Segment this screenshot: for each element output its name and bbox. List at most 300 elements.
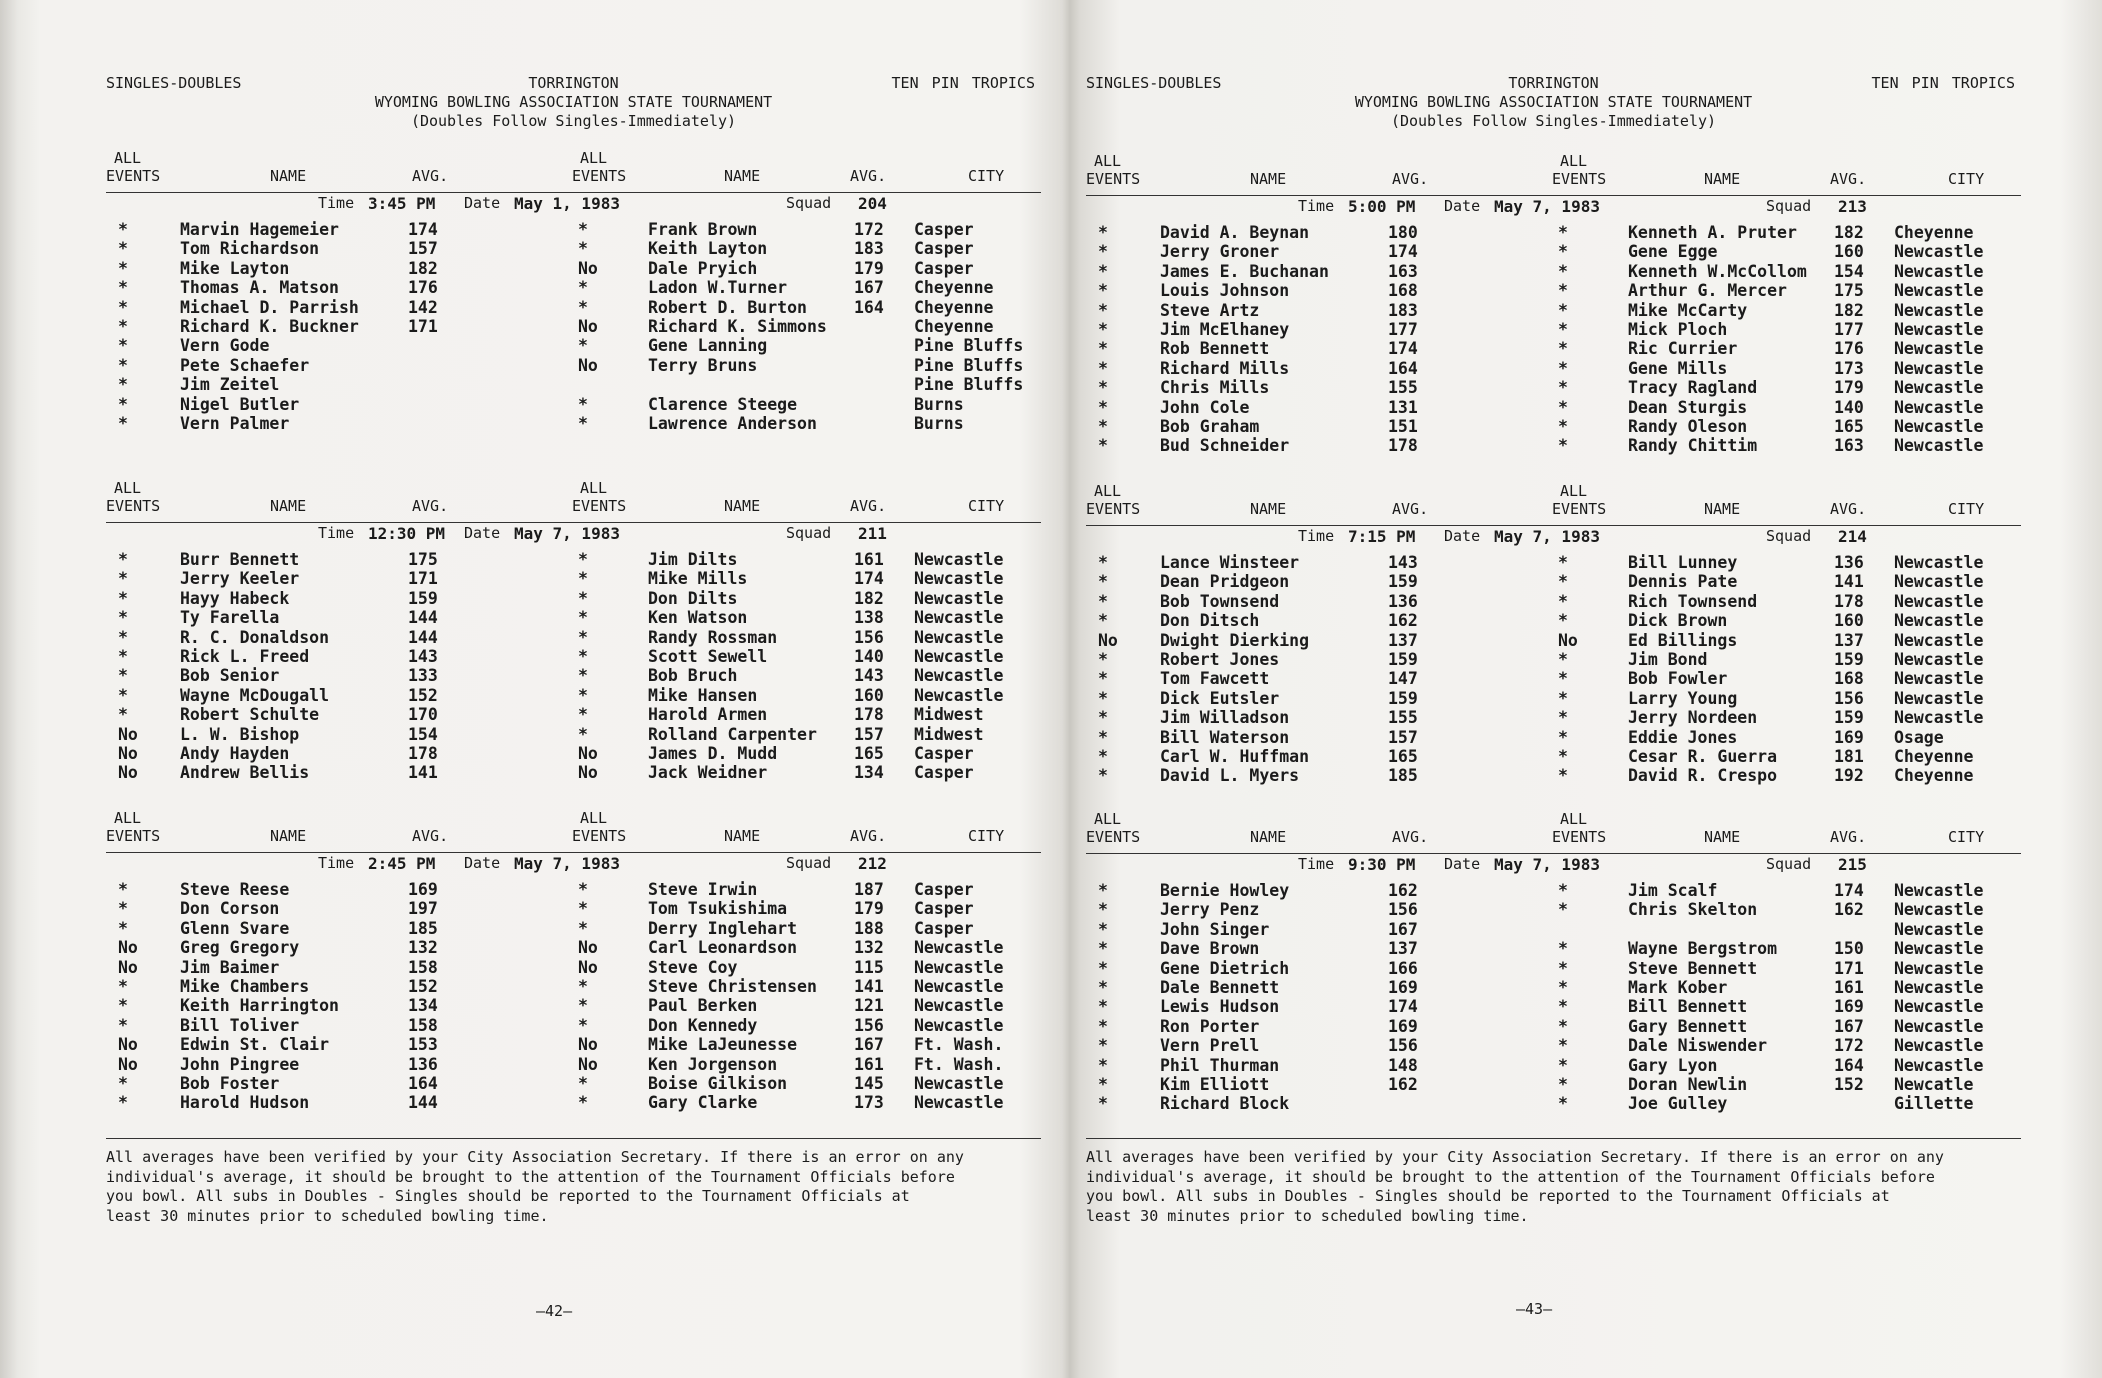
all-events-mark-partner: * [1558,553,1568,572]
partner-name: Ken Jorgenson [648,1054,778,1074]
all-events-mark: * [118,1015,128,1035]
bowler-average: 131 [1388,397,1418,417]
partner-name: Jerry Nordeen [1628,708,1758,728]
partner-name: Jim Dilts [648,550,738,569]
col-events: EVENTS [1086,828,1141,846]
team-city: Newcastle [1894,958,1984,978]
partner-name: James D. Mudd [648,743,778,763]
squad-label: Squad [786,194,832,212]
bowler-name: Phil Thurman [1160,1055,1280,1075]
team-city: Newcastle [1894,319,1984,339]
bowler-name: Richard Mills [1160,358,1290,378]
bowler-average: 166 [1388,958,1418,978]
bowler-name: David A. Beynan [1160,223,1310,242]
squad-date: May 1, 1983 [514,194,620,213]
time-label: Time [1298,527,1335,545]
bowler-name: Vern Prell [1160,1036,1260,1056]
bowler-average: 141 [408,763,438,783]
all-events-mark: * [1098,281,1108,301]
bowler-name: Robert Schulte [180,705,320,725]
all-events-mark-partner: * [1558,881,1568,900]
partner-name: Scott Sewell [648,646,768,666]
all-events-mark-partner: * [1558,1016,1568,1036]
partner-average: 169 [1834,727,1864,747]
header-tournament: WYOMING BOWLING ASSOCIATION STATE TOURNAMENT [374,93,773,111]
squad-number: 214 [1838,527,1867,546]
all-events-mark-partner: * [578,588,588,608]
team-city: Newcastle [1894,281,1984,301]
roster-row [106,725,1041,744]
partner-average: 163 [1834,436,1864,456]
bowler-name: Dean Pridgeon [1160,572,1290,592]
bowler-average: 144 [408,627,438,647]
team-city: Newcastle [1894,939,1984,959]
all-events-mark-partner: * [578,297,588,317]
column-headers [1086,483,2021,523]
partner-average: 159 [1834,649,1864,669]
all-events-mark-partner: * [578,608,588,628]
partner-name: Tracy Ragland [1628,378,1758,398]
partner-name: Don Kennedy [648,1015,758,1035]
team-city: Newcastle [1894,1036,1984,1056]
roster-row [106,608,1041,627]
roster-row [1086,359,2021,378]
partner-name: Mick Ploch [1628,319,1728,339]
bowler-name: Rick L. Freed [180,646,310,666]
all-events-mark-partner: * [578,918,588,938]
page-43 [1086,0,2026,1378]
team-city: Newcastle [1894,900,1984,920]
col-avg: AVG. [1392,170,1429,188]
team-city: Newcastle [914,588,1004,608]
roster-row [106,880,1041,899]
team-city: Newcastle [1894,977,1984,997]
partner-average: 160 [1834,242,1864,262]
bowler-average: 171 [408,316,438,336]
all-events-mark: * [1098,436,1108,456]
partner-average: 164 [1834,1055,1864,1075]
team-city: Newcastle [1894,261,1984,281]
roster-row [1086,920,2021,939]
col-name: NAME [1250,828,1287,846]
bowler-average: 132 [408,938,438,958]
roster-row [106,919,1041,938]
bowler-average: 162 [1388,881,1418,900]
bowler-name: Andy Hayden [180,743,290,763]
partner-name: Joe Gulley [1628,1094,1728,1114]
all-events-mark: * [1098,1055,1108,1075]
partner-average: 136 [1834,553,1864,572]
roster-row [106,744,1041,763]
all-events-mark: * [118,550,128,569]
squad-label: Squad [1766,527,1812,545]
partner-average: 174 [1834,881,1864,900]
col-avg-2: AVG. [850,167,887,185]
all-events-mark-partner: * [1558,1055,1568,1075]
roster-row [106,899,1041,918]
all-events-mark-partner: * [1558,727,1568,747]
roster-row [1086,398,2021,417]
partner-average: 143 [854,666,884,686]
all-events-mark: * [118,220,128,239]
squad-label: Squad [1766,197,1812,215]
bowler-average: 152 [408,685,438,705]
all-events-mark-partner: * [578,239,588,259]
all-events-mark: * [118,666,128,686]
team-city: Casper [914,899,974,919]
col-name: NAME [1250,500,1287,518]
team-city: Newcastle [914,550,1004,569]
bowler-average: 151 [1388,416,1418,436]
all-events-mark: * [1098,553,1108,572]
roster-row [106,395,1041,414]
partner-name: Mark Kober [1628,977,1728,997]
page-number: —43— [1516,1300,1553,1318]
bowler-average: 143 [408,646,438,666]
all-events-mark-partner: No [578,743,598,763]
col-name-2: NAME [1704,500,1741,518]
all-events-mark: * [1098,1036,1108,1056]
header-rule [1086,853,2021,854]
all-events-mark-partner: * [1558,378,1568,398]
squad-time: 2:45 PM [368,854,436,873]
bowler-name: Jerry Penz [1160,900,1260,920]
partner-average: 162 [1834,900,1864,920]
header-venue: TEN PIN TROPICS [891,74,1035,92]
all-events-mark: * [1098,378,1108,398]
partner-average: 121 [854,996,884,1016]
partner-name: Jim Bond [1628,649,1708,669]
bowler-name: Dick Eutsler [1160,688,1280,708]
bowler-average: 174 [1388,242,1418,262]
all-events-mark: * [1098,919,1108,939]
header-rule [106,852,1041,853]
all-events-mark-partner: * [1558,242,1568,262]
time-label: Time [1298,855,1335,873]
all-events-mark: * [1098,416,1108,436]
partner-name: Jack Weidner [648,763,768,783]
bowler-average: 178 [408,743,438,763]
roster-row [1086,572,2021,591]
date-label: Date [464,854,501,872]
bowler-name: Bob Townsend [1160,591,1280,611]
partner-name: Chris Skelton [1628,900,1758,920]
roster-row [1086,997,2021,1016]
all-events-mark-partner: * [578,646,588,666]
partner-average: 150 [1834,939,1864,959]
partner-name: Steve Bennett [1628,958,1758,978]
col-name: NAME [270,167,307,185]
partner-name: Steve Coy [648,957,738,977]
all-events-mark-partner: No [578,355,598,375]
partner-average: 165 [854,743,884,763]
squad-date: May 7, 1983 [514,524,620,543]
team-city: Midwest [914,724,984,744]
roster-row [106,1016,1041,1035]
bowler-name: John Cole [1160,397,1250,417]
bowler-average: 157 [408,239,438,259]
all-events-mark: No [118,1035,138,1055]
partner-name: Robert D. Burton [648,297,807,317]
squad-number: 215 [1838,855,1867,874]
partner-average: 192 [1834,766,1864,786]
col-name-2: NAME [724,497,761,515]
all-events-mark: No [118,763,138,783]
roster-row [1086,301,2021,320]
partner-name: Bob Fowler [1628,669,1728,689]
bowler-average: 142 [408,297,438,317]
partner-name: Keith Layton [648,239,768,259]
all-events-mark: * [1098,939,1108,959]
partner-name: Don Dilts [648,588,738,608]
col-city: CITY [1948,828,1985,846]
partner-average: 168 [1834,669,1864,689]
col-city: CITY [1948,500,1985,518]
all-events-mark-partner: No [578,258,598,278]
roster-row [1086,592,2021,611]
roster-row [1086,223,2021,242]
verification-note: All averages have been verified by your City Association Secretary. If there is an error on any individual's average, it should be brought to the attention of the Tournament Officials before you bowl. All subs in Doubles - Singles should be reported to the Tournament Officials at least 30 minutes prior to scheduled bowling time. [106,1148,964,1225]
all-events-mark: * [118,355,128,375]
team-city: Newcastle [1894,688,1984,708]
all-events-mark-partner: * [578,1093,588,1113]
all-events-mark-partner: * [578,666,588,686]
all-events-mark: * [118,1093,128,1113]
roster-row [106,414,1041,433]
all-events-mark: * [1098,766,1108,786]
date-label: Date [464,524,501,542]
page-header [106,72,1041,142]
all-events-mark: * [1098,997,1108,1017]
partner-average: 152 [1834,1074,1864,1094]
partner-average: 132 [854,938,884,958]
team-city: Newcastle [1894,436,1984,456]
team-city: Newcastle [1894,630,1984,650]
col-avg: AVG. [1392,500,1429,518]
team-city: Newcastle [1894,300,1984,320]
all-events-mark: * [1098,591,1108,611]
all-events-mark: * [118,899,128,919]
partner-name: Randy Rossman [648,627,778,647]
all-events-mark: * [118,413,128,433]
all-events-mark-partner: No [578,763,598,783]
bowler-average: 159 [1388,688,1418,708]
squad-time: 12:30 PM [368,524,446,543]
partner-name: Steve Christensen [648,976,817,996]
team-city: Pine Bluffs [914,336,1024,356]
team-city: Midwest [914,705,984,725]
roster-row [1086,900,2021,919]
partner-name: Gary Clarke [648,1093,758,1113]
partner-name: Mike Mills [648,569,748,589]
date-label: Date [464,194,501,212]
all-events-mark-partner: * [578,413,588,433]
team-city: Pine Bluffs [914,375,1024,395]
header-rule [1086,525,2021,526]
squad-number: 212 [858,854,887,873]
roster-row [1086,1094,2021,1113]
all-events-mark: * [118,646,128,666]
all-events-mark-partner: * [1558,261,1568,281]
team-city: Newcastle [1894,997,1984,1017]
team-city: Cheyenne [914,316,994,336]
partner-average: 115 [854,957,884,977]
partner-average: 169 [1834,997,1864,1017]
roster-row [1086,1056,2021,1075]
partner-average: 181 [1834,746,1864,766]
team-city: Newcastle [1894,708,1984,728]
all-events-mark-partner: * [1558,591,1568,611]
all-events-mark: * [1098,242,1108,262]
bowler-name: Rob Bennett [1160,339,1270,359]
all-events-mark-partner: * [578,899,588,919]
bowler-name: Bob Foster [180,1073,280,1093]
all-events-mark: * [118,316,128,336]
all-events-mark: * [1098,688,1108,708]
all-events-mark-partner: * [1558,339,1568,359]
bowler-name: Harold Hudson [180,1093,310,1113]
col-events-2: EVENTS [1552,828,1607,846]
column-headers [1086,153,2021,193]
partner-average: 182 [854,588,884,608]
squad-date: May 7, 1983 [1494,855,1600,874]
partner-name: Paul Berken [648,996,758,1016]
col-avg-2: AVG. [850,827,887,845]
bowler-average: 155 [1388,378,1418,398]
partner-average: 141 [1834,572,1864,592]
all-events-mark: No [118,957,138,977]
verification-note: All averages have been verified by your City Association Secretary. If there is an error on any individual's average, it should be brought to the attention of the Tournament Officials before you bowl. All subs in Doubles - Singles should be reported to the Tournament Officials at least 30 minutes prior to scheduled bowling time. [1086,1148,1944,1225]
team-city: Newcatle [1894,1074,1974,1094]
squad-schedule [106,194,1041,214]
all-events-mark-partner: * [1558,900,1568,920]
bowler-name: Thomas A. Matson [180,278,339,298]
roster-row [106,686,1041,705]
bowler-average: 168 [1388,281,1418,301]
bowler-name: Steve Artz [1160,300,1260,320]
team-city: Pine Bluffs [914,355,1024,375]
roster-row [1086,553,2021,572]
bowler-average: 152 [408,976,438,996]
roster-row [1086,1036,2021,1055]
partner-average: 179 [854,258,884,278]
column-headers [106,480,1041,520]
header-city: TORRINGTON [1508,74,1599,92]
roster-row [1086,650,2021,669]
partner-average: 161 [854,1054,884,1074]
all-events-mark: * [118,569,128,589]
all-events-mark: * [118,394,128,414]
partner-average: 160 [1834,611,1864,631]
all-events-mark: * [118,258,128,278]
col-all: ALL [1094,810,1122,828]
team-city: Ft. Wash. [914,1035,1004,1055]
team-city: Casper [914,743,974,763]
roster-row [1086,611,2021,630]
col-avg-2: AVG. [1830,170,1867,188]
bowler-name: Tom Fawcett [1160,669,1270,689]
all-events-mark-partner: No [1558,630,1578,650]
all-events-mark-partner: * [1558,300,1568,320]
roster-row [1086,959,2021,978]
all-events-mark: No [118,724,138,744]
partner-average: 156 [854,1015,884,1035]
partner-average: 182 [1834,300,1864,320]
bowler-name: Lewis Hudson [1160,997,1280,1017]
divider [1086,1138,2021,1139]
col-events: EVENTS [106,497,161,515]
bowler-name: Marvin Hagemeier [180,220,339,239]
column-headers [106,150,1041,190]
squad-time: 7:15 PM [1348,527,1416,546]
roster-row [1086,631,2021,650]
bowler-average: 136 [1388,591,1418,611]
roster-row [1086,262,2021,281]
partner-average: 179 [854,899,884,919]
partner-average: 173 [1834,358,1864,378]
all-events-mark-partner: * [1558,436,1568,456]
roster-row [106,220,1041,239]
col-events-2: EVENTS [1552,500,1607,518]
all-events-mark: * [1098,900,1108,920]
roster-row [106,298,1041,317]
header-event-type: SINGLES-DOUBLES [106,74,242,92]
all-events-mark: * [1098,669,1108,689]
team-city: Newcastle [914,666,1004,686]
roster-row [106,239,1041,258]
bowler-name: Carl W. Huffman [1160,746,1310,766]
partner-average: 174 [854,569,884,589]
team-city: Casper [914,763,974,783]
roster-row [1086,939,2021,958]
col-city: CITY [968,497,1005,515]
roster-row [1086,242,2021,261]
roster-row [106,958,1041,977]
squad-number: 213 [1838,197,1867,216]
roster-row [1086,747,2021,766]
all-events-mark-partner: No [578,938,598,958]
partner-name: David R. Crespo [1628,766,1778,786]
column-headers [106,810,1041,850]
all-events-mark: * [118,608,128,628]
partner-name: Gene Lanning [648,336,768,356]
all-events-mark-partner: No [578,1035,598,1055]
partner-average: 171 [1834,958,1864,978]
partner-name: Rich Townsend [1628,591,1758,611]
page-42 [106,0,1046,1378]
col-all: ALL [114,479,142,497]
all-events-mark: * [1098,261,1108,281]
partner-name: Bill Lunney [1628,553,1738,572]
squad-label: Squad [786,524,832,542]
team-city: Cheyenne [1894,746,1974,766]
team-city: Newcastle [914,1015,1004,1035]
squad-schedule [1086,855,2021,875]
all-events-mark: * [118,336,128,356]
roster-row [1086,708,2021,727]
date-label: Date [1444,197,1481,215]
roster-row [1086,1075,2021,1094]
roster-row [1086,436,2021,455]
bowler-average: 134 [408,996,438,1016]
bowler-name: Jim Zeitel [180,375,280,395]
col-name-2: NAME [1704,828,1741,846]
bowler-name: Ron Porter [1160,1016,1260,1036]
bowler-name: Lance Winsteer [1160,553,1300,572]
team-city: Newcastle [1894,591,1984,611]
bowler-name: R. C. Donaldson [180,627,330,647]
roster-row [106,550,1041,569]
